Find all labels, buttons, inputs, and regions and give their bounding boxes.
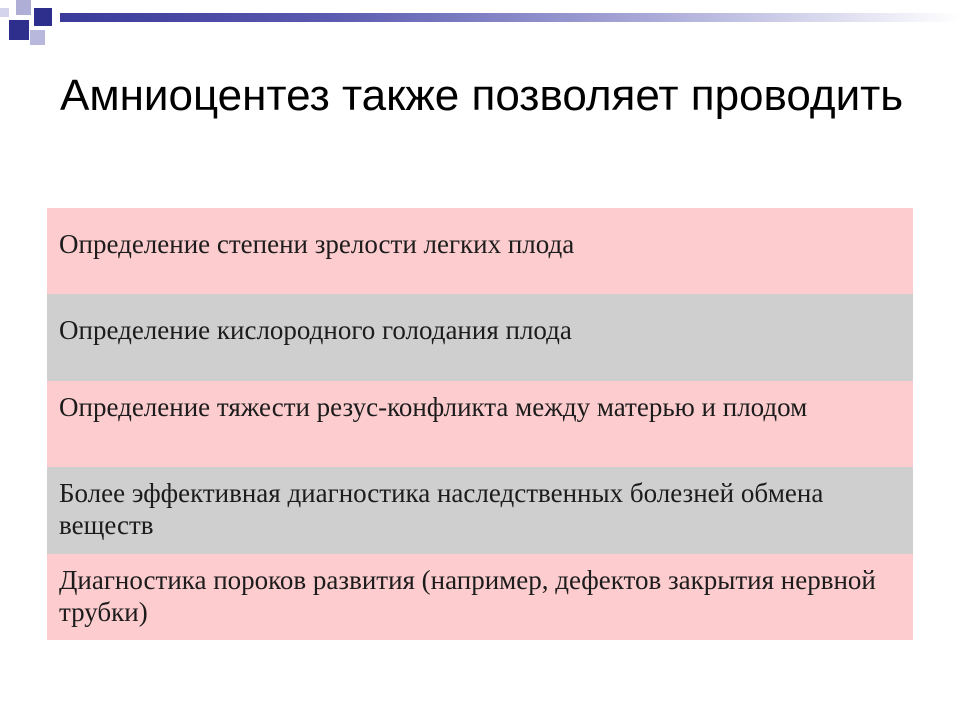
table-row: Определение степени зрелости легких плода	[47, 208, 913, 294]
decorative-square	[16, 0, 31, 15]
decorative-square	[0, 8, 9, 17]
decorative-square	[9, 20, 29, 40]
table-row: Диагностика пороков развития (например, дефектов закрытия нервной трубки)	[47, 554, 913, 640]
table-row: Определение тяжести резус-конфликта между матерью и плодом	[47, 381, 913, 467]
decorative-gradient-bar	[60, 13, 960, 22]
table-row: Определение кислородного голодания плода	[47, 294, 913, 380]
decorative-square	[34, 8, 52, 26]
table-row: Более эффективная диагностика наследственных болезней обмена веществ	[47, 467, 913, 553]
slide-title: Амниоцентез также позволяет проводить	[60, 71, 904, 120]
decorative-square	[30, 30, 45, 45]
content-table	[47, 208, 913, 640]
